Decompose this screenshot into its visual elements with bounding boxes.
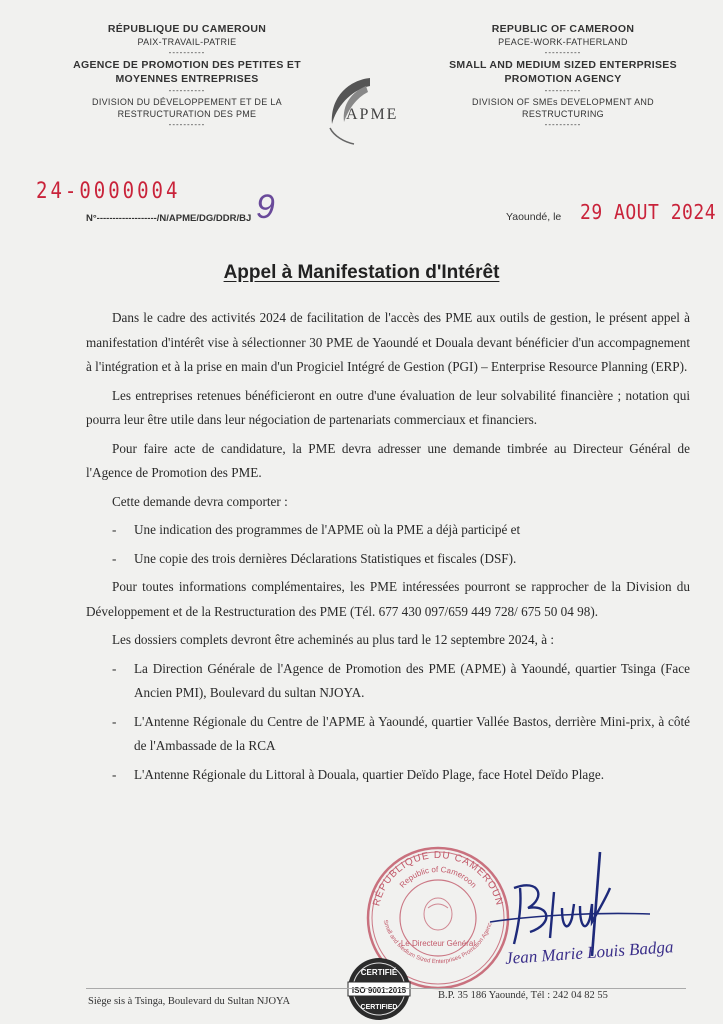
separator: ---------- [544,120,582,129]
paragraph-deadline: Les dossiers complets devront être acheminés au plus tard le 12 septembre 2024, à : [112,632,555,647]
paragraph-requirements: Cette demande devra comporter : [112,493,288,509]
country-fr: RÉPUBLIQUE DU CAMEROUN [107,23,267,35]
list-item: - Une indication des programmes de l'APME où la PME a déjà participé et [86,518,690,543]
division-fr: DIVISION DU DÉVELOPPEMENT ET DE LA RESTRUCTURATION DES PME [92,97,282,119]
iso-label: ISO 9001:2015 [351,986,407,995]
footer-address: Siège sis à Tsinga, Boulevard du Sultan NJOYA [88,996,291,1007]
separator: ---------- [544,48,582,57]
stamp-top-text: RÉPUBLIQUE DU CAMEROUN [371,849,505,908]
country-en: REPUBLIC OF CAMEROON [491,23,635,35]
list-item: - L'Antenne Régionale du Littoral à Douala, quartier Deïdo Plage, face Hotel Deïdo Plage. [86,763,690,788]
division-en: DIVISION OF SMEs DEVELOPMENT AND RESTRUCTURING [472,97,654,119]
iso-certified-badge [344,956,414,1022]
list-item: - Une copie des trois dernières Déclarations Statistiques et fiscales (DSF). [86,547,690,572]
date-stamp: 29 AOUT 2024 [580,200,717,225]
stamp-center-text: Le Directeur Général [400,939,476,948]
separator: ---------- [168,86,206,95]
motto-en: PEACE-WORK-FATHERLAND [498,37,628,47]
agency-fr: AGENCE DE PROMOTION DES PETITES ET MOYENNES ENTREPRISES [73,59,301,85]
separator: ---------- [168,48,206,57]
title-text: Appel à Manifestation d'Intérêt [223,262,500,283]
separator: ---------- [168,120,206,129]
paragraph-contact: Pour toutes informations complémentaires, les PME intéressées pourront se rapprocher de la Division du Développement et de la Restructuration des PME (Tél. 677 430 097/659 449 728/ 675 50 04 98). [86,579,690,619]
reference-stamp-number: 24-0000004 [36,178,181,204]
apme-logo [322,72,422,152]
iso-top-text: CERTIFIÉ [360,968,398,977]
footer-contact: B.P. 35 186 Yaoundé, Tél : 242 04 82 55 [438,990,608,1001]
list-item: - La Direction Générale de l'Agence de Promotion des PME (APME) à Yaoundé, quartier Tsinga (Face Ancien PMI), Boulevard du sultan NJOYA. [86,657,690,706]
date-place: Yaoundé, le [506,211,562,223]
bullet-dash: - [112,766,117,782]
document-body [86,306,690,791]
list-item: - L'Antenne Régionale du Centre de l'APME à Yaoundé, quartier Vallée Bastos, derrière Mini-prix, à côté de l'Ambassade de la RCA [86,710,690,759]
header-right [448,22,678,130]
separator: ---------- [544,86,582,95]
bullet-dash: - [112,660,117,676]
document-title [0,262,723,284]
paragraph-benefits: Les entreprises retenues bénéficieront en outre d'une évaluation de leur solvabilité financière ; notation qui pourra leur être utile dans leur négociation de partenariats commerciaux et financiers. [86,387,690,427]
iso-bottom-text: CERTIFIED [360,1004,398,1011]
signatory-name: Jean Marie Louis Badga [504,937,675,968]
agency-en: SMALL AND MEDIUM SIZED ENTERPRISES PROMOTION AGENCY [449,59,677,85]
paragraph-application: Pour faire acte de candidature, la PME devra adresser une demande timbrée au Directeur Général de l'Agence de Promotion des PME. [86,440,690,480]
header-left [62,22,312,130]
bullet-dash: - [112,713,117,729]
paragraph-context: Dans le cadre des activités 2024 de facilitation de l'accès des PME aux outils de gestion, le présent appel à manifestation d'intérêt vise à sélectionner 30 PME de Yaoundé et Douala devant bénéficier d'un accompagnement à l'intégration et à la prise en main d'un Progiciel Intégré de Gestion (PGI) – Enterprise Resource Planning (ERP). [86,310,690,374]
reference-line: N°-------------------/N/APME/DG/DDR/BJ [86,213,252,224]
stamp-bottom-text: Small and Medium Sized Enterprises Promotion Agenc [381,919,494,966]
seal-head-icon [424,898,452,930]
bullet-dash: - [112,550,117,566]
bullet-dash: - [112,522,117,537]
footer-divider [86,988,686,989]
reference-handwritten: 9 [256,188,275,226]
motto-fr: PAIX-TRAVAIL-PATRIE [137,37,237,47]
stamp-sub-text: Republic of Cameroon [397,864,479,890]
logo-text: APME [346,106,399,123]
